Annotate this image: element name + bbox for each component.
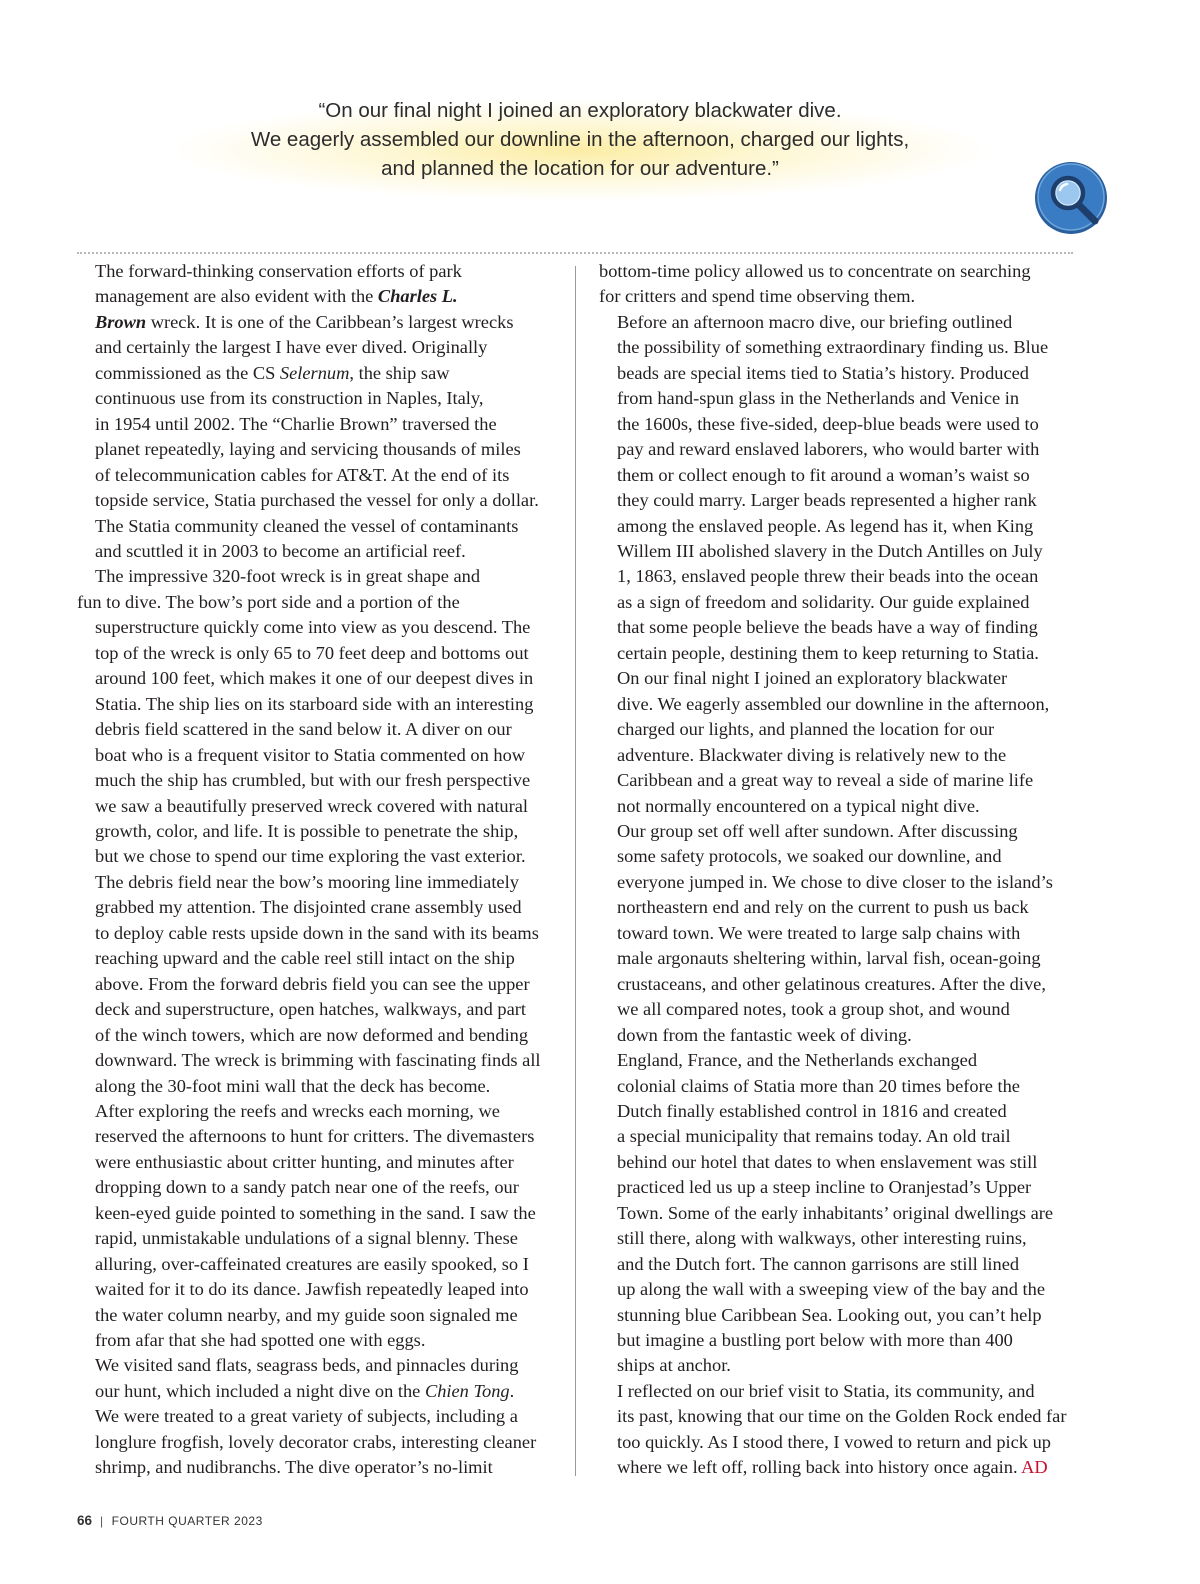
text-line: up along the wall with a sweeping view of the bay and the bbox=[617, 1279, 1045, 1300]
text-line: stunning blue Caribbean Sea. Looking out, you can’t help bbox=[617, 1304, 1042, 1325]
text-line: bottom-time policy allowed us to concentrate on searching bbox=[599, 261, 1031, 281]
footer-separator: | bbox=[100, 1514, 104, 1528]
article-left-column bbox=[77, 259, 552, 1481]
text-line: around 100 feet, which makes it one of our deepest dives in bbox=[95, 668, 534, 689]
text-line: the water column nearby, and my guide soon signaled me bbox=[95, 1304, 518, 1325]
text-line: Brown wreck. It is one of the Caribbean’s largest wrecks bbox=[95, 311, 514, 332]
text-line: and the Dutch fort. The cannon garrisons are still lined bbox=[617, 1253, 1020, 1274]
text-line: longlure frogfish, lovely decorator crabs, interesting cleaner bbox=[95, 1431, 537, 1452]
text-line: northeastern end and rely on the current to push us back bbox=[617, 897, 1029, 918]
text-line: boat who is a frequent visitor to Statia commented on how bbox=[95, 744, 526, 765]
pull-quote bbox=[150, 93, 1010, 203]
text-line: The impressive 320-foot wreck is in great shape and bbox=[95, 566, 481, 587]
text-line: male argonauts sheltering within, larval fish, ocean-going bbox=[617, 948, 1041, 969]
magnifying-glass-icon bbox=[1033, 161, 1113, 241]
text-line: reserved the afternoons to hunt for critters. The divemasters bbox=[95, 1126, 535, 1147]
text-line: I reflected on our brief visit to Statia, its community, and bbox=[617, 1380, 1035, 1401]
text-line: still there, along with walkways, other interesting ruins, bbox=[617, 1228, 1027, 1249]
text-line: to deploy cable rests upside down in the sand with its beams bbox=[95, 922, 539, 943]
text-line: alluring, over-caffeinated creatures are easily spooked, so I bbox=[95, 1253, 529, 1274]
text-line: shrimp, and nudibranchs. The dive operator’s no-limit bbox=[95, 1457, 493, 1478]
text-line: as a sign of freedom and solidarity. Our guide explained bbox=[617, 591, 1030, 612]
ship-name: Charles L. bbox=[377, 286, 458, 307]
paragraph bbox=[599, 666, 1074, 819]
text-line: crustaceans, and other gelatinous creatures. After the dive, bbox=[617, 973, 1046, 994]
text-line: certain people, destining them to keep returning to Statia. bbox=[617, 642, 1039, 663]
text-line: practiced led us up a steep incline to Oranjestad’s Upper bbox=[617, 1177, 1032, 1198]
text-line: our hunt, which included a night dive on the Chien Tong. bbox=[95, 1380, 515, 1401]
text-line: deck and superstructure, open hatches, walkways, and part bbox=[95, 999, 527, 1020]
text-line: that some people believe the beads have a way of finding bbox=[617, 617, 1038, 638]
pull-quote-line: We eagerly assembled our downline in the afternoon, charged our lights, bbox=[250, 128, 910, 151]
text-line: The Statia community cleaned the vessel of contaminants bbox=[95, 515, 519, 536]
text-line: debris field scattered in the sand below it. A diver on our bbox=[95, 719, 512, 740]
pull-quote-line: “On our final night I joined an exploratory blackwater dive. bbox=[318, 99, 842, 122]
ship-name: Selernum bbox=[279, 362, 350, 383]
text-line: downward. The wreck is brimming with fascinating finds all bbox=[95, 1050, 541, 1071]
text-line: grabbed my attention. The disjointed crane assembly used bbox=[95, 897, 522, 918]
text-line: growth, color, and life. It is possible to penetrate the ship, bbox=[95, 820, 519, 841]
text-line: and certainly the largest I have ever dived. Originally bbox=[95, 337, 488, 358]
text-line: pay and reward enslaved laborers, who would barter with bbox=[617, 439, 1040, 460]
text-line: them or collect enough to fit around a woman’s waist so bbox=[617, 464, 1030, 485]
text-line: 1, 1863, enslaved people threw their beads into the ocean bbox=[617, 566, 1039, 587]
text-line: Our group set off well after sundown. After discussing bbox=[617, 820, 1018, 841]
text-line: for critters and spend time observing them. bbox=[599, 286, 916, 307]
paragraph bbox=[77, 259, 552, 564]
text-line: from hand-spun glass in the Netherlands and Venice in bbox=[617, 388, 1020, 409]
text-line: adventure. Blackwater diving is relatively new to the bbox=[617, 744, 1007, 765]
text-line: not normally encountered on a typical night dive. bbox=[617, 795, 980, 816]
text-line: We visited sand flats, seagrass beds, and pinnacles during bbox=[95, 1355, 519, 1376]
text-line: they could marry. Larger beads represented a higher rank bbox=[617, 490, 1037, 511]
text-line: planet repeatedly, laying and servicing thousands of miles bbox=[95, 439, 521, 460]
text-line: dropping down to a sandy patch near one of the reefs, our bbox=[95, 1177, 519, 1198]
text-line: along the 30-foot mini wall that the deck has become. bbox=[95, 1075, 491, 1096]
text-line: toward town. We were treated to large salp chains with bbox=[617, 922, 1021, 943]
text-line: colonial claims of Statia more than 20 times before the bbox=[617, 1075, 1020, 1096]
text-line: On our final night I joined an exploratory blackwater bbox=[617, 668, 1008, 689]
issue-label: FOURTH QUARTER 2023 bbox=[111, 1514, 263, 1528]
paragraph bbox=[599, 819, 1074, 1048]
text-line: the possibility of something extraordinary finding us. Blue bbox=[617, 337, 1049, 358]
text-line: Willem III abolished slavery in the Dutch Antilles on July bbox=[617, 540, 1043, 561]
text-line: but imagine a bustling port below with more than 400 bbox=[617, 1330, 1013, 1351]
text-line: much the ship has crumbled, but with our fresh perspective bbox=[95, 770, 531, 791]
text-line: where we left off, rolling back into history once again. AD bbox=[617, 1457, 1048, 1478]
text-line: charged our lights, and planned the location for our bbox=[617, 719, 995, 740]
text-line: England, France, and the Netherlands exchanged bbox=[617, 1050, 978, 1071]
pull-quote-line: and planned the location for our adventure.” bbox=[381, 157, 779, 180]
paragraph bbox=[77, 564, 552, 869]
text-line: Before an afternoon macro dive, our briefing outlined bbox=[617, 311, 1013, 332]
paragraph bbox=[77, 870, 552, 1099]
article-right-column bbox=[599, 259, 1074, 1481]
text-line: top of the wreck is only 65 to 70 feet deep and bottoms out bbox=[95, 642, 529, 663]
text-line: rapid, unmistakable undulations of a signal blenny. These bbox=[95, 1228, 518, 1249]
end-mark-logo: AD bbox=[1021, 1457, 1048, 1478]
text-line: We were treated to a great variety of subjects, including a bbox=[95, 1406, 518, 1427]
paragraph bbox=[599, 1379, 1074, 1481]
text-line: among the enslaved people. As legend has it, when King bbox=[617, 515, 1034, 536]
text-line: we saw a beautifully preserved wreck covered with natural bbox=[95, 795, 529, 816]
text-line: beads are special items tied to Statia’s history. Produced bbox=[617, 362, 1029, 383]
page-number: 66 bbox=[77, 1513, 93, 1528]
paragraph bbox=[77, 1353, 552, 1480]
text-line: behind our hotel that dates to when enslavement was still bbox=[617, 1151, 1038, 1172]
paragraph bbox=[599, 1048, 1074, 1379]
paragraph bbox=[599, 259, 1074, 310]
text-line: fun to dive. The bow’s port side and a portion of the bbox=[77, 591, 460, 612]
text-line: but we chose to spend our time exploring the vast exterior. bbox=[95, 846, 526, 867]
text-line: management are also evident with the Charles L. bbox=[95, 286, 458, 307]
ship-name: Chien Tong bbox=[424, 1380, 510, 1401]
page-footer bbox=[77, 1513, 263, 1528]
paragraph bbox=[77, 1099, 552, 1354]
paragraph bbox=[599, 310, 1074, 666]
text-line: The debris field near the bow’s mooring line immediately bbox=[95, 871, 519, 892]
text-line: some safety protocols, we soaked our downline, and bbox=[617, 846, 1002, 867]
text-line: too quickly. As I stood there, I vowed to return and pick up bbox=[617, 1431, 1051, 1452]
text-line: Dutch finally established control in 1816 and created bbox=[617, 1100, 1007, 1121]
ship-name: Brown bbox=[95, 311, 147, 332]
text-line: Caribbean and a great way to reveal a side of marine life bbox=[617, 770, 1034, 791]
text-line: keen-eyed guide pointed to something in the sand. I saw the bbox=[95, 1202, 536, 1223]
text-line: a special municipality that remains today. An old trail bbox=[617, 1126, 1011, 1147]
text-line: its past, knowing that our time on the Golden Rock ended far bbox=[617, 1406, 1067, 1427]
text-line: waited for it to do its dance. Jawfish repeatedly leaped into bbox=[95, 1279, 529, 1300]
text-line: were enthusiastic about critter hunting, and minutes after bbox=[95, 1151, 514, 1172]
dotted-divider bbox=[77, 252, 1073, 254]
text-line: reaching upward and the cable reel still intact on the ship bbox=[95, 948, 515, 969]
text-line: everyone jumped in. We chose to dive closer to the island’s bbox=[617, 871, 1053, 892]
text-line: ships at anchor. bbox=[617, 1355, 731, 1376]
text-line: from afar that she had spotted one with eggs. bbox=[95, 1330, 426, 1351]
text-line: commissioned as the CS Selernum, the ship saw bbox=[95, 362, 450, 383]
text-line: of the winch towers, which are now deformed and bending bbox=[95, 1024, 529, 1045]
text-line: and scuttled it in 2003 to become an artificial reef. bbox=[95, 540, 466, 561]
text-line: After exploring the reefs and wrecks each morning, we bbox=[95, 1100, 500, 1121]
text-line: of telecommunication cables for AT&T. At the end of its bbox=[95, 464, 510, 485]
text-line: topside service, Statia purchased the vessel for only a dollar. bbox=[95, 490, 539, 511]
text-line: we all compared notes, took a group shot, and wound bbox=[617, 999, 1010, 1020]
text-line: above. From the forward debris field you can see the upper bbox=[95, 973, 530, 994]
text-line: superstructure quickly come into view as you descend. The bbox=[95, 617, 531, 638]
text-line: Town. Some of the early inhabitants’ original dwellings are bbox=[617, 1202, 1054, 1223]
text-line: dive. We eagerly assembled our downline in the afternoon, bbox=[617, 693, 1050, 714]
text-line: Statia. The ship lies on its starboard side with an interesting bbox=[95, 693, 534, 714]
column-divider bbox=[575, 266, 576, 1476]
text-line: continuous use from its construction in Naples, Italy, bbox=[95, 388, 484, 409]
text-line: down from the fantastic week of diving. bbox=[617, 1024, 912, 1045]
text-line: The forward-thinking conservation efforts of park bbox=[95, 261, 462, 281]
text-line: the 1600s, these five-sided, deep-blue beads were used to bbox=[617, 413, 1039, 434]
text-line: in 1954 until 2002. The “Charlie Brown” traversed the bbox=[95, 413, 497, 434]
